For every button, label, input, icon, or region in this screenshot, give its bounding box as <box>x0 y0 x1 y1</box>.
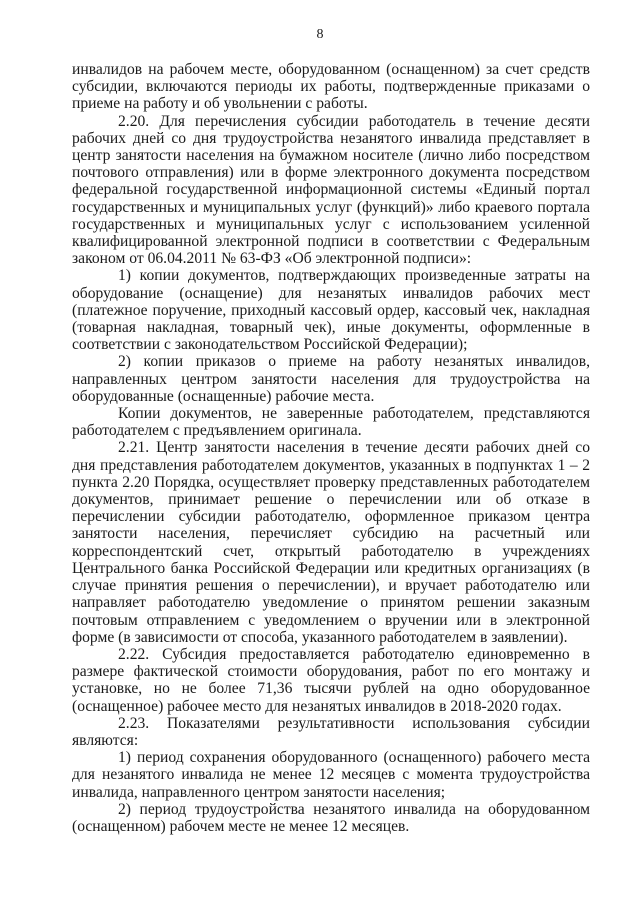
paragraph-clause-2-21: 2.21. Центр занятости населения в течение десяти рабочих дней со дня представления работодателем документов, указанных в подпунктах 1 – 2 пункта 2.20 Порядка, осуществляет проверку представленных работодателем документов, принимает решение о перечислении или об отказе в перечислении субсидии работодателю, оформленное приказом центра занятости населения, перечисляет субсидию на расчетный или корреспондентский счет, открытый работодателю в учреждениях Центрального банка Российской Федерации или кредитных организациях (в случае принятия решения о перечислении), и вручает работодателю или направляет работодателю уведомление о принятом решении заказным почтовым отправлением с уведомлением о вручении или в электронной форме (в зависимости от способа, указанного работодателем в заявлении). <box>72 439 590 646</box>
page-number: 8 <box>316 27 324 42</box>
paragraph-clause-2-23: 2.23. Показателями результативности использования субсидии являются: <box>72 714 590 749</box>
paragraph-clause-2-20-note: Копии документов, не заверенные работодателем, представляются работодателем с предъявлением оригинала. <box>72 405 590 440</box>
paragraph-clause-2-20-item-1: 1) копии документов, подтверждающих произведенные затраты на оборудование (оснащение) для незанятых инвалидов рабочих мест (платежное поручение, приходный кассовый ордер, кассовый чек, накладная (товарная накладная, товарный чек), иные документы, оформленные в соответствии с законодательством Российской Федерации); <box>72 267 590 354</box>
document-body <box>72 61 590 835</box>
paragraph-continuation: инвалидов на рабочем месте, оборудованном (оснащенном) за счет средств субсидии, включаются периоды их работы, подтвержденные приказами о приеме на работу и об увольнении с работы. <box>72 61 590 113</box>
paragraph-clause-2-23-item-1: 1) период сохранения оборудованного (оснащенного) рабочего места для незанятого инвалида не менее 12 месяцев с момента трудоустройства инвалида, направленного центром занятости населения; <box>72 749 590 801</box>
paragraph-clause-2-23-item-2: 2) период трудоустройства незанятого инвалида на оборудованном (оснащенном) рабочем месте не менее 12 месяцев. <box>72 800 590 835</box>
paragraph-clause-2-20-item-2: 2) копии приказов о приеме на работу незанятых инвалидов, направленных центром занятости населения для трудоустройства на оборудованные (оснащенные) рабочие места. <box>72 353 590 405</box>
paragraph-clause-2-22: 2.22. Субсидия предоставляется работодателю единовременно в размере фактической стоимости оборудования, работ по его монтажу и установке, но не более 71,36 тысячи рублей на одно оборудованное (оснащенное) рабочее место для незанятых инвалидов в 2018-2020 годах. <box>72 645 590 715</box>
paragraph-clause-2-20: 2.20. Для перечисления субсидии работодатель в течение десяти рабочих дней со дня трудоустройства незанятого инвалида представляет в центр занятости населения на бумажном носителе (лично либо посредством почтового отправления) или в форме электронного документа посредством федеральной государственной информационной системы «Единый портал государственных и муниципальных услуг (функций)» либо краевого портала государственных и муниципальных услуг с использованием усиленной квалифицированной электронной подписи в соответствии с Федеральным законом от 06.04.2011 № 63-ФЗ «Об электронной подписи»: <box>72 112 590 268</box>
